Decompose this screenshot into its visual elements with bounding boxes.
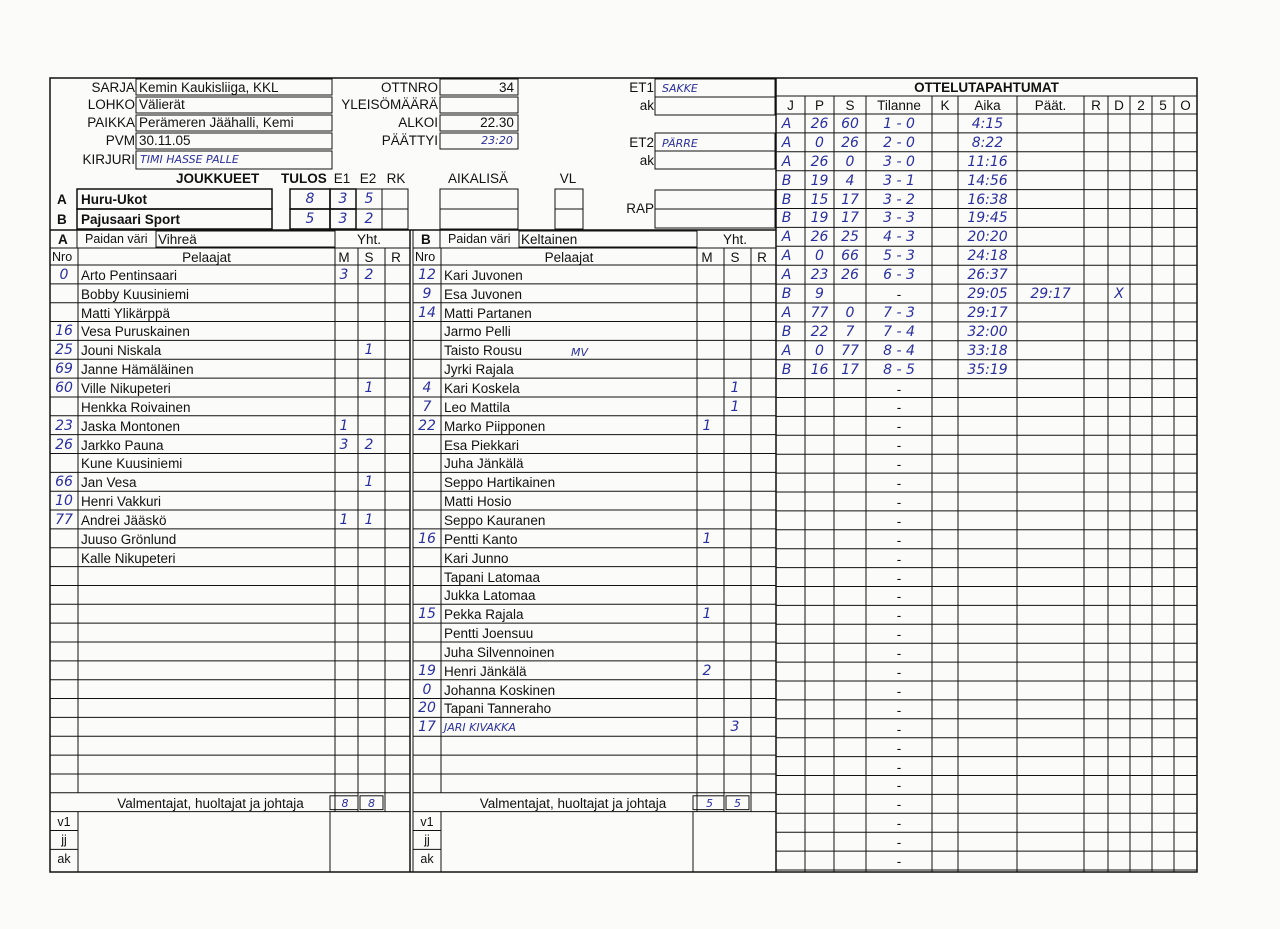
player-name: Kune Kuusiniemi <box>81 456 183 472</box>
event-scorer: 9 <box>815 286 824 303</box>
events-header: D <box>1114 97 1124 113</box>
period1-score: 3 <box>338 210 348 227</box>
event-score-empty: - <box>896 400 902 416</box>
event-time: 11:16 <box>967 153 1008 170</box>
player-number: 69 <box>55 361 73 378</box>
event-assist: 26 <box>841 134 859 151</box>
v1-label: v1 <box>420 814 434 829</box>
player-name: Kari Koskela <box>444 381 520 397</box>
et1-label: ET1 <box>629 79 654 95</box>
event-time: 19:45 <box>967 210 1008 227</box>
event-scorer: 0 <box>815 342 824 359</box>
tulos-label: TULOS <box>281 170 327 186</box>
events-header: Tilanne <box>877 97 921 113</box>
event-score-empty: - <box>896 608 902 624</box>
player-name: Juha Jänkälä <box>444 456 524 472</box>
player-name: Pentti Kanto <box>444 531 518 547</box>
event-scorer: 19 <box>810 172 829 189</box>
v1-label: v1 <box>57 814 71 829</box>
player-number: 60 <box>55 380 73 397</box>
event-assist: 17 <box>841 210 859 227</box>
player-name: Matti Partanen <box>444 305 532 321</box>
m-label: M <box>701 249 713 265</box>
player-number: 20 <box>418 700 436 717</box>
player-assists: 1 <box>364 474 374 491</box>
events-header: S <box>845 97 855 113</box>
team-letter: B <box>57 211 67 227</box>
player-number: 10 <box>55 493 73 510</box>
player-number: 17 <box>418 719 436 736</box>
event-scorer: 23 <box>810 267 829 284</box>
player-number: 7 <box>422 398 432 415</box>
et2-label: ET2 <box>629 134 654 150</box>
r-label: R <box>391 249 401 265</box>
jj-label: jj <box>61 833 67 848</box>
player-name: JARI KIVAKKA <box>444 721 516 735</box>
sarja-value: Kemin Kaukisliiga, KKL <box>139 79 279 95</box>
m-label: M <box>338 249 350 265</box>
event-assist: 77 <box>841 342 859 359</box>
player-number: 16 <box>418 530 436 547</box>
event-score-empty: - <box>896 854 902 870</box>
player-number: 16 <box>55 323 73 340</box>
event-time: 35:19 <box>967 361 1008 378</box>
player-name: Jarkko Pauna <box>81 437 164 453</box>
event-assist: 25 <box>841 229 859 246</box>
event-team: B <box>781 361 792 378</box>
ottnro-value: 34 <box>498 79 514 95</box>
event-score-empty: - <box>896 683 902 699</box>
period2-score: 2 <box>364 210 374 227</box>
player-number: 66 <box>55 474 73 491</box>
shirt-label: Paidan väri <box>448 231 511 246</box>
event-score-empty: - <box>896 476 902 492</box>
player-assists: 2 <box>364 436 374 453</box>
staff-m-value: 8 <box>341 796 349 810</box>
event-score-empty: - <box>896 570 902 586</box>
event-time: 8:22 <box>971 134 1004 151</box>
player-name: Esa Piekkari <box>444 437 520 453</box>
s-label: S <box>730 249 740 265</box>
player-number: 77 <box>55 511 73 528</box>
event-score: 5 - 3 <box>883 248 915 265</box>
event-time: 24:18 <box>967 248 1008 265</box>
events-header: R <box>1091 97 1101 113</box>
event-time: 14:56 <box>967 172 1008 189</box>
player-name: Kari Junno <box>444 550 509 566</box>
player-number: 15 <box>418 606 436 623</box>
event-team: A <box>781 304 792 321</box>
event-team: A <box>781 267 792 284</box>
event-score-empty: - <box>896 494 902 510</box>
event-scorer: 0 <box>815 248 824 265</box>
events-header: J <box>787 97 794 113</box>
events-header: Aika <box>974 97 1001 113</box>
aikalisa-label: AIKALISÄ <box>447 170 509 186</box>
player-number: 19 <box>418 662 436 679</box>
team-score: 5 <box>305 210 315 227</box>
event-time: 26:37 <box>967 267 1008 284</box>
ak-label: ak <box>420 852 434 867</box>
event-assist: 66 <box>841 248 859 265</box>
e2-label: E2 <box>359 170 377 186</box>
player-name: Leo Mattila <box>444 399 511 415</box>
event-score: 3 - 3 <box>883 210 915 227</box>
player-name: Tapani Latomaa <box>444 569 541 585</box>
pelaajat-label: Pelaajat <box>544 249 594 265</box>
player-assists: 2 <box>364 266 374 283</box>
pvm-value: 30.11.05 <box>139 132 191 148</box>
player-name: Andrei Jääskö <box>81 512 167 528</box>
ak-label: ak <box>639 152 654 168</box>
period2-score: 5 <box>364 190 374 207</box>
event-scorer: 22 <box>810 323 829 340</box>
event-team: A <box>781 342 792 359</box>
team-name: Pajusaari Sport <box>81 211 181 227</box>
player-name: Jaska Montonen <box>81 418 181 434</box>
event-team: A <box>781 134 792 151</box>
yht-label: Yht. <box>722 231 747 247</box>
event-score-empty: - <box>896 665 902 681</box>
paikka-value: Perämeren Jäähalli, Kemi <box>139 114 294 130</box>
event-team: A <box>781 153 792 170</box>
player-goals: 1 <box>702 606 712 623</box>
lohko-label: LOHKO <box>87 96 135 112</box>
events-header: 5 <box>1159 97 1167 113</box>
event-scorer: 19 <box>810 210 829 227</box>
event-time: 29:17 <box>967 304 1008 321</box>
lohko-value: Välierät <box>139 96 185 112</box>
player-number: 26 <box>55 436 73 453</box>
event-penalty-mark: X <box>1114 286 1124 303</box>
event-scorer: 77 <box>810 304 829 321</box>
staff-m-value: 5 <box>706 796 713 810</box>
team-letter: A <box>57 191 67 207</box>
event-assist: 0 <box>845 153 855 170</box>
player-name: Juha Silvennoinen <box>444 644 555 660</box>
event-score-empty: - <box>896 797 902 813</box>
staff-label: Valmentajat, huoltajat ja johtaja <box>479 795 667 811</box>
ak-label: ak <box>639 97 654 113</box>
jj-label: jj <box>424 833 430 848</box>
event-penalty-end: 29:17 <box>1030 286 1071 303</box>
event-time: 20:20 <box>967 229 1008 246</box>
event-team: B <box>781 210 792 227</box>
player-name: Johanna Koskinen <box>444 682 556 698</box>
player-name: Tapani Tanneraho <box>444 701 552 717</box>
event-scorer: 16 <box>810 361 829 378</box>
player-goals: 1 <box>702 530 712 547</box>
nro-label: Nro <box>52 249 73 264</box>
event-time: 16:38 <box>967 191 1008 208</box>
shirt-label: Paidan väri <box>85 231 148 246</box>
player-number: 9 <box>422 285 432 302</box>
event-team: B <box>781 286 792 303</box>
player-name: Henri Jänkälä <box>444 663 527 679</box>
ak-label: ak <box>57 852 71 867</box>
event-score-empty: - <box>896 740 902 756</box>
player-name: Juuso Grönlund <box>81 531 177 547</box>
pvm-label: PVM <box>105 132 135 148</box>
player-name: Ville Nikupeteri <box>81 381 171 397</box>
player-number: 14 <box>418 304 436 321</box>
event-score-empty: - <box>896 835 902 851</box>
event-team: A <box>781 115 792 132</box>
player-name: Matti Ylikärppä <box>81 305 171 321</box>
event-score: 6 - 3 <box>883 267 915 284</box>
nro-label: Nro <box>415 249 436 264</box>
event-score-empty: - <box>896 646 902 662</box>
yleiso-label: YLEISÖMÄÄRÄ <box>341 96 438 112</box>
events-header: K <box>940 97 950 113</box>
r-label: R <box>757 249 767 265</box>
event-score-empty: - <box>896 778 902 794</box>
team-name: Huru-Ukot <box>81 191 147 207</box>
event-team: B <box>781 191 792 208</box>
player-name: Jukka Latomaa <box>444 588 536 604</box>
roster-letter: B <box>421 231 431 247</box>
event-team: A <box>781 229 792 246</box>
event-score: 3 - 0 <box>883 153 915 170</box>
player-number: 12 <box>418 266 436 283</box>
player-name: Esa Juvonen <box>444 286 523 302</box>
events-title: OTTELUTAPAHTUMAT <box>914 79 1059 95</box>
event-time: 29:05 <box>967 286 1008 303</box>
player-note: MV <box>571 346 589 360</box>
rap-label: RAP <box>626 200 654 216</box>
event-score: 3 - 2 <box>883 191 915 208</box>
event-assist: 7 <box>845 323 855 340</box>
paattyi-value: 23:20 <box>481 133 513 147</box>
event-team: B <box>781 172 792 189</box>
player-number: 4 <box>422 380 432 397</box>
event-score: 7 - 4 <box>883 323 915 340</box>
player-goals: 2 <box>702 662 712 679</box>
player-assists: 3 <box>730 719 740 736</box>
player-name: Henkka Roivainen <box>81 399 191 415</box>
event-score: 1 - 0 <box>883 115 915 132</box>
event-assist: 26 <box>841 267 859 284</box>
event-score-empty: - <box>896 419 902 435</box>
event-score-empty: - <box>896 816 902 832</box>
player-goals: 1 <box>702 417 712 434</box>
player-name: Bobby Kuusiniemi <box>81 286 190 302</box>
event-score: 8 - 5 <box>883 361 915 378</box>
et1-value: SAKKE <box>662 81 698 95</box>
player-assists: 1 <box>730 380 740 397</box>
et2-value: PÄRRE <box>662 136 698 150</box>
event-score-empty: - <box>896 532 902 548</box>
event-time: 32:00 <box>967 323 1008 340</box>
player-assists: 1 <box>364 380 374 397</box>
player-name: Pekka Rajala <box>444 607 524 623</box>
player-name: Seppo Kauranen <box>444 512 546 528</box>
event-assist: 0 <box>845 304 855 321</box>
player-name: Jarmo Pelli <box>444 324 511 340</box>
kirjuri-value: TIMI HASSE PALLE <box>140 152 239 166</box>
event-scorer: 0 <box>815 134 824 151</box>
player-name: Matti Hosio <box>444 494 512 510</box>
event-score-empty: - <box>896 551 902 567</box>
event-score: - <box>896 287 902 303</box>
roster-letter: A <box>58 231 68 247</box>
player-name: Jan Vesa <box>81 475 137 491</box>
player-goals: 1 <box>339 511 349 528</box>
event-assist: 17 <box>841 361 859 378</box>
event-score: 7 - 3 <box>883 304 915 321</box>
player-name: Seppo Hartikainen <box>444 475 556 491</box>
events-header: Päät. <box>1034 97 1067 113</box>
event-score-empty: - <box>896 759 902 775</box>
player-name: Arto Pentinsaari <box>81 267 178 283</box>
event-time: 4:15 <box>971 115 1004 132</box>
player-number: 0 <box>422 681 432 698</box>
player-name: Janne Hämäläinen <box>81 362 194 378</box>
player-assists: 1 <box>730 398 740 415</box>
pelaajat-label: Pelaajat <box>182 249 231 265</box>
event-scorer: 26 <box>810 115 829 132</box>
player-number: 0 <box>59 266 69 283</box>
period1-score: 3 <box>338 190 348 207</box>
event-score-empty: - <box>896 702 902 718</box>
event-score: 8 - 4 <box>883 342 915 359</box>
staff-label: Valmentajat, huoltajat ja johtaja <box>117 795 304 811</box>
player-goals: 1 <box>339 417 349 434</box>
yht-label: Yht. <box>356 231 381 247</box>
player-name: Henri Vakkuri <box>81 494 162 510</box>
player-assists: 1 <box>364 511 374 528</box>
event-score-empty: - <box>896 457 902 473</box>
ottnro-label: OTTNRO <box>381 79 438 95</box>
sarja-label: SARJA <box>91 79 135 95</box>
alkoi-label: ALKOI <box>398 114 438 130</box>
staff-s-value: 5 <box>734 796 741 810</box>
rk-label: RK <box>386 170 406 186</box>
paikka-label: PAIKKA <box>87 114 135 130</box>
player-number: 22 <box>418 417 436 434</box>
player-name: Pentti Joensuu <box>444 626 534 642</box>
event-score-empty: - <box>896 589 902 605</box>
player-name: Jyrki Rajala <box>444 362 514 378</box>
event-assist: 60 <box>841 115 859 132</box>
event-score-empty: - <box>896 438 902 454</box>
player-goals: 3 <box>339 266 349 283</box>
event-assist: 4 <box>845 172 855 189</box>
events-header: 2 <box>1137 97 1145 113</box>
events-header: P <box>814 97 824 113</box>
e1-label: E1 <box>333 170 351 186</box>
events-header: O <box>1180 97 1191 113</box>
alkoi-value: 22.30 <box>480 114 514 130</box>
s-label: S <box>364 249 374 265</box>
kirjuri-label: KIRJURI <box>82 151 135 167</box>
player-assists: 1 <box>364 342 374 359</box>
staff-s-value: 8 <box>368 796 375 810</box>
event-score: 4 - 3 <box>883 229 915 246</box>
event-score: 2 - 0 <box>883 134 915 151</box>
player-goals: 3 <box>339 436 349 453</box>
player-name: Vesa Puruskainen <box>81 324 190 340</box>
vl-label: VL <box>559 170 577 186</box>
paattyi-label: PÄÄTTYI <box>381 132 438 148</box>
event-score: 3 - 1 <box>883 172 915 189</box>
event-score-empty: - <box>896 381 902 397</box>
event-score-empty: - <box>896 627 902 643</box>
event-score-empty: - <box>896 513 902 529</box>
event-time: 33:18 <box>967 342 1008 359</box>
player-name: Jouni Niskala <box>81 343 162 359</box>
event-assist: 17 <box>841 191 859 208</box>
event-team: A <box>781 248 792 265</box>
event-scorer: 26 <box>810 229 829 246</box>
event-score-empty: - <box>896 721 902 737</box>
player-name: Kari Juvonen <box>444 267 523 283</box>
player-name: Taisto Rousu <box>444 343 523 359</box>
event-team: B <box>781 323 792 340</box>
event-scorer: 26 <box>810 153 829 170</box>
player-number: 25 <box>55 342 73 359</box>
player-name: Marko Piipponen <box>444 418 546 434</box>
shirt-color-value: Vihreä <box>158 231 197 247</box>
player-number: 23 <box>55 417 73 434</box>
team-score: 8 <box>305 190 315 207</box>
event-scorer: 15 <box>810 191 829 208</box>
shirt-color-value: Keltainen <box>521 231 578 247</box>
player-name: Kalle Nikupeteri <box>81 550 176 566</box>
joukkueet-label: JOUKKUEET <box>176 170 260 186</box>
